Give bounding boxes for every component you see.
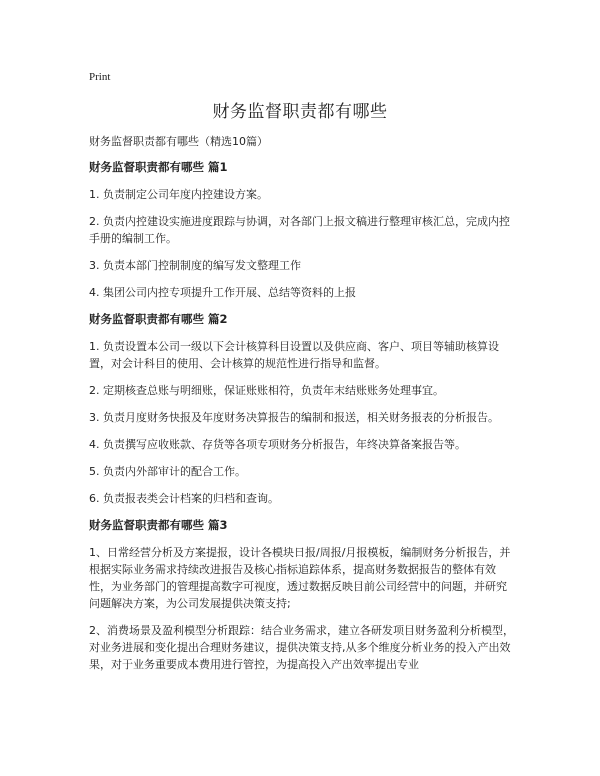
- list-item: 3. 负责月度财务快报及年度财务决算报告的编制和报送，相关财务报表的分析报告。: [89, 411, 499, 424]
- print-label[interactable]: Print: [89, 71, 111, 83]
- list-item: 4. 负责撰写应收账款、存货等各项专项财务分析报告，年终决算备案报告等。: [89, 438, 466, 451]
- list-item: 3. 负责本部门控制制度的编写发文整理工作: [89, 259, 301, 272]
- section-heading-3: 财务监督职责都有哪些 篇3: [89, 518, 228, 532]
- list-item: 4. 集团公司内控专项提升工作开展、总结等资料的上报: [89, 286, 356, 299]
- document-body: [89, 133, 517, 683]
- list-item: 1. 负责制定公司年度内控建设方案。: [89, 188, 268, 201]
- section-heading-2: 财务监督职责都有哪些 篇2: [89, 312, 228, 326]
- list-item: 5. 负责内外部审计的配合工作。: [89, 465, 246, 478]
- page-title: 财务监督职责都有哪些: [212, 102, 388, 122]
- list-item: 6. 负责报表类会计档案的归档和查询。: [89, 492, 279, 505]
- list-item: 1. 负责设置本公司一级以下会计核算科目设置以及供应商、客户、项目等辅助核算设置，对会计科目的使用、会计核算的规范性进行指导和监督。: [89, 340, 499, 370]
- list-item: 2、消费场景及盈利模型分析跟踪：结合业务需求，建立各研发项目财务盈利分析模型，对业务进展和变化提出合理财务建议，提供决策支持,从多个维度分析业务的投入产出效果，对于业务重要成本费用进行管控，为提高投入产出效率提出专业: [89, 624, 514, 671]
- list-item: 1、日常经营分析及方案提报，设计各模块日报/周报/月报模板，编制财务分析报告，并根据实际业务需求持续改进报告及核心指标追踪体系，提高财务数据报告的整体有效性，为业务部门的管理提高数字可视度，透过数据反映目前公司经营中的问题，并研究问题解决方案，为公司发展提供决策支持;: [89, 546, 511, 610]
- list-item: 2. 定期核查总账与明细账，保证账账相符，负责年末结账账务处理事宜。: [89, 384, 444, 397]
- intro-text: 财务监督职责都有哪些（精选10篇）: [89, 135, 268, 148]
- section-heading-1: 财务监督职责都有哪些 篇1: [89, 160, 228, 174]
- list-item: 2. 负责内控建设实施进度跟踪与协调，对各部门上报文稿进行整理审核汇总，完成内控手册的编制工作。: [89, 215, 510, 245]
